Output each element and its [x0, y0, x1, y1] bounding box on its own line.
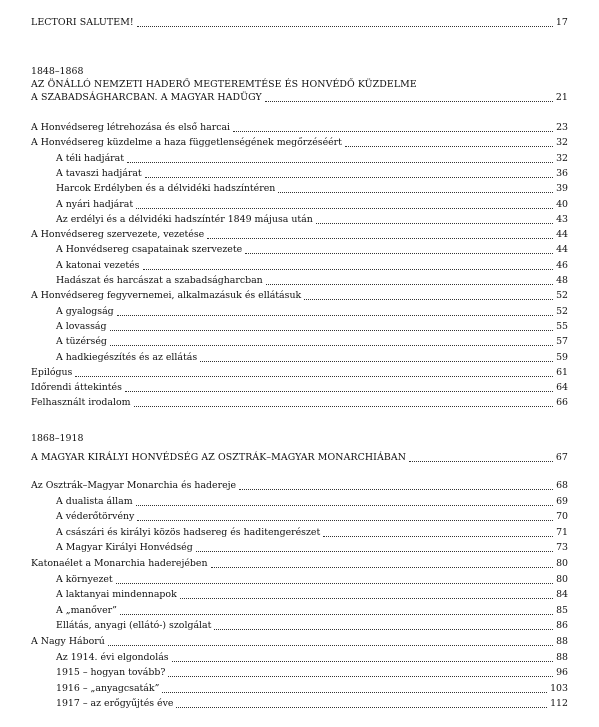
- toc-entry: [56, 540, 568, 554]
- toc-entry-page: 57: [556, 336, 568, 348]
- toc-entry-label: A Honvédsereg szervezete, vezetése: [31, 229, 205, 241]
- toc-entry-label: A véderőtörvény: [56, 511, 135, 523]
- toc-entry-label: Az 1914. évi elgondolás: [56, 651, 169, 663]
- toc-entry-label: A téli hadjárat: [56, 152, 125, 164]
- toc-entry-label: A tüzérség: [56, 336, 107, 348]
- dot-leader: [211, 567, 554, 568]
- dot-leader: [110, 345, 553, 346]
- toc-entry-label: A nyári hadjárat: [56, 198, 134, 210]
- toc-entry-label: Epilógus: [31, 366, 73, 378]
- dot-leader: [266, 284, 553, 285]
- toc-entry-label: Az Osztrák–Magyar Monarchia és hadereje: [31, 480, 237, 491]
- toc-entry: [56, 258, 568, 272]
- toc-entry-label: A tavaszi hadjárat: [56, 167, 142, 179]
- dot-leader: [125, 391, 553, 392]
- toc-entry: [56, 181, 568, 195]
- toc-entry-page: 88: [556, 636, 568, 647]
- toc-entry-label: A Nagy Háború: [31, 636, 105, 647]
- toc-entry-page: 70: [556, 511, 568, 523]
- toc-entry-page: 17: [555, 17, 568, 28]
- toc-entry-page: 68: [556, 480, 568, 491]
- toc-entry-part1-title: [31, 90, 568, 104]
- toc-entry-page: 39: [556, 183, 568, 195]
- toc-entry-label: 1915 – hogyan tovább?: [56, 667, 166, 679]
- dot-leader: [172, 661, 553, 662]
- dot-leader: [180, 598, 553, 599]
- dot-leader: [136, 505, 553, 506]
- dot-leader: [116, 583, 553, 584]
- toc-entry-page: 61: [556, 366, 568, 378]
- dot-leader: [345, 146, 553, 147]
- dot-leader: [137, 520, 553, 521]
- dot-leader: [409, 461, 553, 462]
- dot-leader: [145, 177, 553, 178]
- toc-entry-label: A katonai vezetés: [56, 259, 140, 271]
- toc-entry-label: A Honvédsereg létrehozása és első harcai: [31, 122, 231, 133]
- toc-entry: [56, 166, 568, 180]
- toc-entry-lector: [31, 15, 568, 29]
- toc-entry-label: LECTORI SALUTEM!: [31, 17, 134, 28]
- dot-leader: [117, 315, 553, 316]
- toc-entry: [56, 350, 568, 364]
- toc-entry-page: 85: [556, 604, 568, 616]
- toc-entry: [56, 509, 568, 523]
- dot-leader: [176, 707, 547, 708]
- dot-leader: [134, 406, 554, 407]
- toc-entry-page: 43: [556, 213, 568, 225]
- dot-leader: [196, 551, 553, 552]
- dot-leader: [316, 223, 553, 224]
- toc-entry: [56, 319, 568, 333]
- dot-leader: [136, 208, 553, 209]
- dot-leader: [207, 238, 553, 239]
- toc-entry: [56, 242, 568, 256]
- toc-entry-page: 52: [556, 290, 568, 302]
- dot-leader: [168, 676, 553, 677]
- toc-entry-label: A császári és királyi közös hadsereg és haditengerészet: [56, 526, 321, 538]
- dot-leader: [75, 376, 553, 377]
- toc-entry-label: Hadászat és harcászat a szabadságharcban: [56, 275, 263, 286]
- toc-entry: [56, 525, 568, 539]
- dot-leader: [304, 299, 553, 300]
- toc-entry-page: 32: [556, 152, 568, 164]
- toc-entry: [31, 120, 568, 134]
- toc-entry-label: A laktanyai mindennapok: [56, 589, 177, 601]
- toc-entry: [56, 273, 568, 287]
- toc-entry: [31, 556, 568, 570]
- toc-entry: [31, 380, 568, 394]
- toc-entry-page: 36: [556, 167, 568, 179]
- toc-entry-page: 46: [556, 259, 568, 271]
- dot-leader: [245, 253, 553, 254]
- toc-entry: [31, 634, 568, 648]
- toc-entry-page: 80: [556, 573, 568, 585]
- dot-leader: [265, 101, 553, 102]
- toc-entry-label: A Honvédsereg fegyvernemei, alkalmazásuk és ellátásuk: [31, 290, 302, 302]
- toc-entry-label: A dualista állam: [56, 495, 133, 507]
- toc-entry-page: 86: [556, 620, 568, 632]
- dot-leader: [200, 361, 553, 362]
- toc-entry: [56, 665, 568, 679]
- toc-entry: [56, 334, 568, 348]
- dot-leader: [108, 645, 553, 646]
- toc-entry-label: A környezet: [56, 573, 113, 585]
- toc-entry: [56, 650, 568, 664]
- toc-entry-page: 80: [556, 558, 568, 569]
- toc-entry-label: A Magyar Királyi Honvédség: [56, 542, 193, 554]
- toc-entry-page: 71: [556, 526, 568, 538]
- toc-entry: [31, 365, 568, 379]
- toc-entry-page: 21: [555, 92, 568, 103]
- toc-entry: [31, 288, 568, 302]
- toc-entry-page: 66: [556, 397, 568, 409]
- toc-entry: [56, 603, 568, 617]
- toc-entry-label: 1916 – „anyagcsaták”: [56, 682, 160, 694]
- toc-entry-label: A gyalogság: [56, 305, 114, 317]
- part2-title: A MAGYAR KIRÁLYI HONVÉDSÉG AZ OSZTRÁK–MAGYAR MONARCHIÁBAN: [31, 452, 407, 463]
- toc-entry-label: 1917 – az erőgyűjtés éve: [56, 698, 174, 710]
- dot-leader: [323, 536, 553, 537]
- dot-leader: [120, 614, 553, 615]
- toc-entry-page: 84: [556, 589, 568, 601]
- toc-entry: [56, 587, 568, 601]
- toc-entry-page: 23: [556, 122, 568, 133]
- toc-entry: [56, 696, 568, 710]
- dot-leader: [233, 131, 553, 132]
- toc-entry-label: Az erdélyi és a délvidéki hadszíntér 1849 májusa után: [56, 213, 313, 225]
- toc-entry-page: 52: [556, 305, 568, 317]
- dot-leader: [127, 162, 553, 163]
- toc-entry-page: 44: [556, 229, 568, 241]
- toc-entry-label: A Honvédsereg csapatainak szervezete: [56, 244, 243, 256]
- toc-entry-page: 55: [556, 320, 568, 332]
- part1-title-line1: AZ ÖNÁLLÓ NEMZETI HADERŐ MEGTEREMTÉSE ÉS HONVÉDŐ KÜZDELME: [31, 79, 417, 90]
- toc-entry: [56, 572, 568, 586]
- toc-entry-page: 88: [556, 651, 568, 663]
- toc-entry: [56, 618, 568, 632]
- toc-entry-label: Harcok Erdélyben és a délvidéki hadszíntéren: [56, 183, 276, 195]
- toc-entry-page: 73: [556, 542, 568, 554]
- toc-entry-page: 103: [550, 682, 568, 694]
- toc-entry-label: A „manőver”: [56, 604, 117, 616]
- toc-entry: [56, 494, 568, 508]
- toc-entry-label: Időrendi áttekintés: [31, 382, 122, 394]
- toc-entry: [31, 478, 568, 492]
- toc-entry: [56, 151, 568, 165]
- toc-entry-label: Felhasznált irodalom: [31, 397, 131, 409]
- dot-leader: [137, 26, 553, 27]
- toc-entry-label: Ellátás, anyagi (ellátó-) szolgálat: [56, 620, 212, 632]
- toc-entry-page: 32: [556, 137, 568, 149]
- part2-years: 1868–1918: [31, 433, 84, 444]
- toc-entry-page: 112: [550, 698, 568, 710]
- toc-entry: [31, 227, 568, 241]
- toc-entry-page: 67: [555, 452, 568, 463]
- toc-entry-label: Katonaélet a Monarchia haderejében: [31, 558, 208, 569]
- toc-entry-page: 59: [556, 351, 568, 363]
- dot-leader: [278, 192, 553, 193]
- toc-entry-page: 96: [556, 667, 568, 679]
- dot-leader: [143, 269, 554, 270]
- toc-entry: [56, 681, 568, 695]
- toc-entry-page: 40: [556, 198, 568, 210]
- dot-leader: [214, 629, 553, 630]
- toc-entry-page: 48: [556, 275, 568, 286]
- toc-entry-page: 64: [556, 382, 568, 394]
- toc-entry-label: A hadkiegészítés és az ellátás: [56, 351, 198, 363]
- toc-entry-page: 69: [556, 495, 568, 507]
- dot-leader: [162, 692, 547, 693]
- toc-entry: [56, 304, 568, 318]
- toc-entry-label: A lovasság: [56, 320, 107, 332]
- toc-entry: [56, 197, 568, 211]
- part1-years: 1848–1868: [31, 66, 84, 77]
- toc-entry-part2-title: [31, 450, 568, 464]
- toc-entry-page: 44: [556, 244, 568, 256]
- dot-leader: [239, 489, 553, 490]
- toc-entry: [31, 135, 568, 149]
- toc-entry: [56, 212, 568, 226]
- dot-leader: [110, 330, 554, 331]
- toc-entry-label: A Honvédsereg küzdelme a haza függetlenségének megőrzéséért: [31, 137, 342, 149]
- part1-title-line2: A SZABADSÁGHARCBAN. A MAGYAR HADÜGY: [31, 92, 262, 103]
- toc-entry: [31, 395, 568, 409]
